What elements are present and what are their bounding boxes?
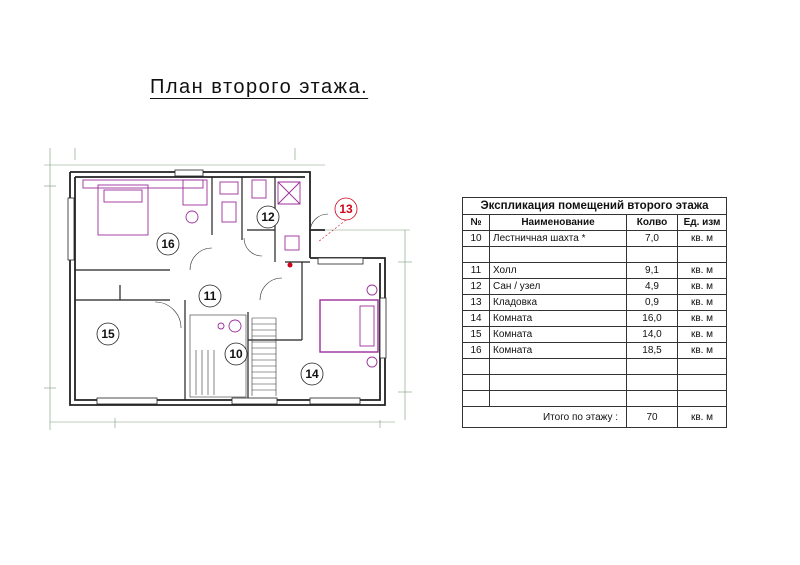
cell-no [463, 375, 490, 391]
room-label-10: 10 [229, 347, 243, 361]
table-row [463, 391, 727, 407]
cell-name: Комната [490, 311, 627, 327]
room-label-16: 16 [161, 237, 175, 251]
furniture [83, 180, 378, 367]
col-name-header: Наименование [490, 215, 627, 231]
cell-name [490, 375, 627, 391]
cell-qty [627, 391, 678, 407]
cell-no: 12 [463, 279, 490, 295]
cell-unit [678, 391, 727, 407]
table-row [463, 295, 727, 311]
table-row [463, 375, 727, 391]
cell-unit: кв. м [678, 327, 727, 343]
cell-unit [678, 375, 727, 391]
cell-unit: кв. м [678, 311, 727, 327]
cell-qty: 0,9 [627, 295, 678, 311]
cell-no [463, 247, 490, 263]
cell-qty [627, 247, 678, 263]
table-title: Экспликация помещений второго этажа [462, 197, 727, 214]
table-row [463, 247, 727, 263]
cell-qty: 18,5 [627, 343, 678, 359]
plan-title: План второго этажа. [150, 76, 369, 98]
table-row [463, 263, 727, 279]
room-markers [97, 198, 357, 385]
col-no-header: № [463, 215, 490, 231]
room-label-11: 11 [203, 289, 217, 303]
cell-no: 13 [463, 295, 490, 311]
cell-unit: кв. м [678, 279, 727, 295]
table-row [463, 279, 727, 295]
room-label-13: 13 [339, 202, 353, 216]
cell-unit: кв. м [678, 231, 727, 247]
total-value: 70 [627, 407, 678, 428]
cell-name: Комната [490, 327, 627, 343]
cell-no: 11 [463, 263, 490, 279]
cell-no: 10 [463, 231, 490, 247]
total-label: Итого по этажу : [463, 407, 627, 428]
bed-room-16 [98, 185, 148, 235]
room-label-15: 15 [101, 327, 115, 341]
cell-qty [627, 375, 678, 391]
cell-unit: кв. м [678, 263, 727, 279]
cell-no: 14 [463, 311, 490, 327]
cell-no: 15 [463, 327, 490, 343]
cell-qty: 14,0 [627, 327, 678, 343]
room-label-14: 14 [305, 367, 319, 381]
room-explication-table [462, 197, 727, 428]
cell-name: Холл [490, 263, 627, 279]
cell-unit: кв. м [678, 295, 727, 311]
table-total-row [463, 407, 727, 428]
cell-unit [678, 359, 727, 375]
cell-no [463, 359, 490, 375]
cell-qty: 4,9 [627, 279, 678, 295]
table-row [463, 343, 727, 359]
cell-name: Сан / узел [490, 279, 627, 295]
table-row [463, 231, 727, 247]
room-label-12: 12 [261, 210, 275, 224]
cell-name [490, 359, 627, 375]
cell-name: Кладовка [490, 295, 627, 311]
cell-name [490, 247, 627, 263]
cell-name: Лестничная шахта * [490, 231, 627, 247]
cell-unit: кв. м [678, 343, 727, 359]
cell-name: Комната [490, 343, 627, 359]
cell-no: 16 [463, 343, 490, 359]
table-row [463, 327, 727, 343]
total-unit: кв. м [678, 407, 727, 428]
storage-marker [288, 263, 293, 268]
cell-qty: 7,0 [627, 231, 678, 247]
table-row [463, 311, 727, 327]
col-qty-header: Колво [627, 215, 678, 231]
cell-qty: 9,1 [627, 263, 678, 279]
cell-qty: 16,0 [627, 311, 678, 327]
cell-no [463, 391, 490, 407]
cell-unit [678, 247, 727, 263]
cell-name [490, 391, 627, 407]
bed-room-14 [320, 300, 378, 352]
table-row [463, 359, 727, 375]
col-unit-header: Ед. изм [678, 215, 727, 231]
cell-qty [627, 359, 678, 375]
dimension-lines [44, 148, 412, 430]
table-header-row [463, 215, 727, 231]
